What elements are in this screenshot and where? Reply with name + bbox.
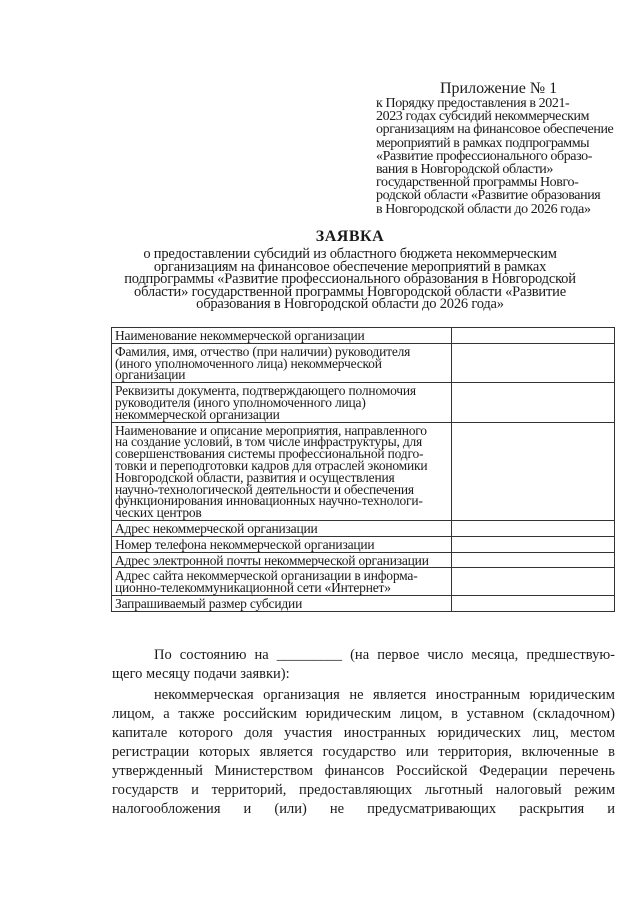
appendix-line: в Новгородской области до 2026 года» [376,201,591,217]
subheading-line: организациям на финансовое обеспечение мероприятий в рамках [153,258,547,275]
row-label-website: Адрес сайта некоммерческой организации в информа- ционно-телекоммуникационной сети «Интернет» [112,568,452,596]
paragraph-as-of-date [112,646,615,684]
row-value-event-description[interactable] [452,422,615,520]
appendix-line: 2023 годах субсидий некоммерческим [376,109,590,125]
subheading-line: о предоставлении субсидий из областного бюджета некоммерческим [143,246,557,262]
paragraph-line: утвержденный Министерством финансов Российской Федерации перечень [112,763,615,779]
table-row [112,422,615,520]
row-value-subsidy-amount[interactable] [452,595,615,611]
paragraph-line: регистрации которых является государство или территория, включенные в [112,744,615,760]
appendix-line: к Порядку предоставления в 2021- [376,96,570,111]
row-label-subsidy-amount: Запрашиваемый размер субсидии [112,595,452,611]
row-label-event-description: Наименование и описание мероприятия, направленного на создание условий, в том числе инфраструктуры, для совершенствования системы профессиональной подго- товки и переподготовки кадров для отраслей экономики Новгородской области, развития и осуществления научно-технологической деятельности и обеспечения функционирования инновационных научно-технологи- ческих центров [112,422,452,520]
row-label-head-name: Фамилия, имя, отчество (при наличии) руководителя (иного уполномоченного лица) некоммерческой организации [112,343,452,382]
paragraph-line: лицом, а также российским юридическим лицом, в уставном (складочном) [112,706,615,722]
table-row [112,568,615,596]
paragraph-line: некоммерческая организация не является иностранным юридическим [154,687,615,703]
row-label-email: Адрес электронной почты некоммерческой организации [112,552,452,568]
table-row [112,595,615,611]
row-value-website[interactable] [452,568,615,596]
paragraph-not-foreign-entity [112,686,615,819]
appendix-line: родской области «Развитие образования [376,188,601,204]
subheading-line: подпрограммы «Развитие профессионального образования в Новгородской [124,271,576,288]
row-value-address[interactable] [452,520,615,536]
table-row [112,383,615,422]
table-row [112,328,615,344]
paragraph-line: щего месяцу подачи заявки): [112,666,290,682]
appendix-line: мероприятий в рамках подпрограммы [376,135,590,151]
table-row [112,536,615,552]
row-label-authority-document: Реквизиты документа, подтверждающего полномочия руководителя (иного уполномоченного лица) некоммерческой организации [112,383,452,422]
appendix-line: организациям на финансовое обеспечение [376,122,614,138]
paragraph-line: государств и территорий, предоставляющих льготный налоговый режим [112,782,615,798]
appendix-line: вания в Новгородской области» [376,162,554,178]
appendix-line: «Развитие профессионального образо- [376,148,593,164]
subheading-line: образования в Новгородской области до 2026 года» [196,296,504,313]
document-heading: ЗАЯВКА [315,228,385,245]
row-label-org-name: Наименование некоммерческой организации [112,328,452,344]
appendix-title: Приложение № 1 [440,80,558,97]
subheading-line: области» государственной программы Новгородской области «Развитие [134,283,566,300]
row-value-authority-document[interactable] [452,383,615,422]
application-form-table [111,327,615,612]
row-value-phone[interactable] [452,536,615,552]
appendix-reference [376,97,616,216]
appendix-line: государственной программы Новго- [376,175,579,191]
row-value-head-name[interactable] [452,343,615,382]
paragraph-line: По состоянию на _________ (на первое число месяца, предшествую- [154,647,615,663]
row-label-address: Адрес некоммерческой организации [112,520,452,536]
paragraph-line: капитале которого доля участия иностранных юридических лиц, местом [112,725,615,741]
table-row [112,343,615,382]
row-label-phone: Номер телефона некоммерческой организации [112,536,452,552]
document-subheading [100,248,600,311]
table-row [112,552,615,568]
row-value-email[interactable] [452,552,615,568]
paragraph-line: налогообложения и (или) не предусматривающих раскрытия и [112,801,615,817]
row-value-org-name[interactable] [452,328,615,344]
table-row [112,520,615,536]
